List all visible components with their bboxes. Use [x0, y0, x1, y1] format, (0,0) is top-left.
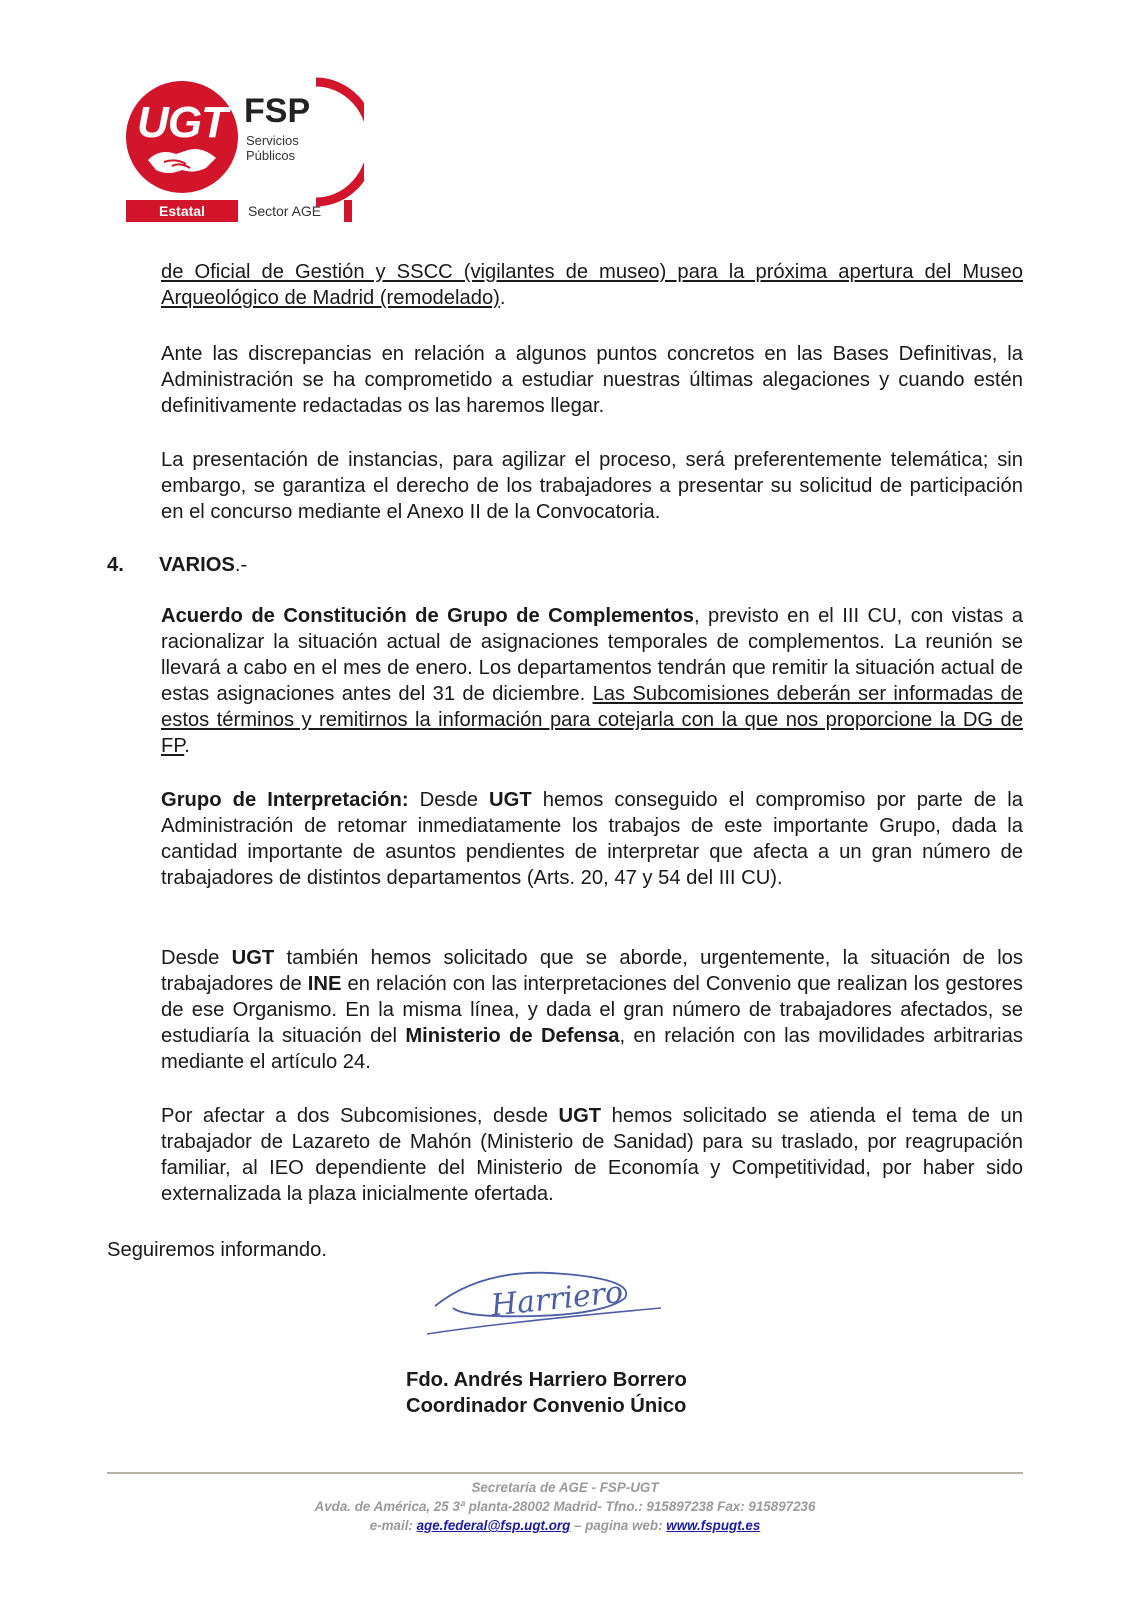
sector-age-label: Sector AGE [248, 203, 322, 219]
servicios-line1: Servicios [246, 133, 299, 148]
body-text: , previsto en el III CU, con vistas a racionalizar la situación actual de asignaciones temporales de complementos. La reunión se llevará a cabo en el mes de enero. Los departamentos tendrán que remitir la situación actual de estas asignaciones antes del 31 de diciembre. [161, 605, 1024, 705]
body-text: hemos conseguido el compromiso por parte de la Administración de retomar inmediatamente los trabajos de este importante Grupo, dada la cantidad importante de asuntos pendientes de interpretar que afecta a un gran número de trabajadores de distintos departamentos (Arts. 20, 47 y 54 del III CU). [161, 789, 1023, 889]
bold-ugt: UGT [231, 947, 275, 969]
handshake-icon [146, 140, 218, 176]
servicios-publicos-label [246, 133, 299, 163]
bold-term: Grupo de Interpretación: [161, 789, 409, 811]
web-label: – pagina web: [570, 1518, 667, 1533]
section-heading [107, 552, 247, 578]
closing-line: Seguiremos informando. [107, 1239, 327, 1261]
body-text: Desde [408, 789, 490, 811]
signer-block [406, 1367, 687, 1419]
signer-name: Fdo. Andrés Harriero Borrero [406, 1369, 687, 1391]
underlined-text: de Oficial de Gestión y SSCC (vigilantes de museo) para la próxima apertura del Museo Arqueológico de Madrid (remodelado) [161, 261, 1023, 309]
punctuation: . [499, 287, 506, 309]
ugt-wordmark: UGT [137, 98, 227, 147]
ugt-fsp-logo [122, 76, 362, 226]
bold-ugt: UGT [489, 789, 532, 811]
website-link[interactable]: www.fspugt.es [666, 1518, 761, 1533]
paragraph-ine [161, 945, 1023, 1075]
email-label: e-mail: [369, 1518, 417, 1533]
logo-arc-icon [312, 76, 364, 208]
logo-red-mark [344, 200, 352, 222]
body-text: Por afectar a dos Subcomisiones, desde [161, 1105, 559, 1127]
paragraph-museo [161, 259, 1023, 311]
bold-ugt: UGT [558, 1105, 602, 1127]
footer [107, 1478, 1023, 1535]
bold-ministerio: Ministerio de Defensa [405, 1025, 620, 1047]
signature-text: Harriero [489, 1274, 625, 1324]
punctuation: . [184, 735, 190, 757]
body-text: Desde [161, 947, 232, 969]
paragraph-discrepancias: Ante las discrepancias en relación a algunos puntos concretos en las Bases Definitivas, la Administración se ha comprometido a estudiar nuestras últimas alegaciones y cuando estén definitivamente redactadas os las haremos llegar. [161, 343, 1023, 417]
section-title-suffix: .- [234, 554, 248, 576]
section-number: 4. [107, 554, 124, 576]
paragraph-interpretacion [161, 787, 1023, 891]
bold-ine: INE [307, 973, 342, 995]
email-link[interactable]: age.federal@fsp.ugt.org [416, 1518, 571, 1533]
underlined-text: Las Subcomisiones deberán ser informadas de estos términos y remitirnos la información para cotejarla con la que nos proporcione la DG de FP [161, 683, 1023, 757]
body-text: también hemos solicitado que se aborde, urgentemente, la situación de los trabajadores de [161, 947, 1023, 995]
bold-term: Acuerdo de Constitución de Grupo de Complementos [161, 605, 694, 627]
footer-line1: Secretaría de AGE - FSP-UGT [471, 1480, 659, 1495]
fsp-wordmark: FSP [244, 92, 311, 130]
signature-image [425, 1262, 670, 1342]
section-title: VARIOS [159, 554, 235, 576]
body-text: , en relación con las movilidades arbitrarias mediante el artículo 24. [161, 1025, 1023, 1073]
footer-contact [107, 1516, 1023, 1535]
signer-title: Coordinador Convenio Único [406, 1395, 687, 1417]
body-text: hemos solicitado se atienda el tema de un trabajador de Lazareto de Mahón (Ministerio de Sanidad) para su traslado, por reagrupación familiar, al IEO dependiente del Ministerio de Economía y Competitividad, por haber sido externalizada la plaza inicialmente ofertada. [161, 1105, 1023, 1205]
footer-divider [107, 1472, 1023, 1474]
paragraph-lazareto [161, 1103, 1023, 1207]
paragraph-instancias: La presentación de instancias, para agilizar el proceso, será preferentemente telemática; sin embargo, se garantiza el derecho de los trabajadores a presentar su solicitud de participación en el concurso mediante el Anexo II de la Convocatoria. [161, 449, 1023, 523]
body-text: en relación con las interpretaciones del Convenio que realizan los gestores de ese Organismo. En la misma línea, y dada el gran número de trabajadores afectados, se estudiaría la situación del [161, 973, 1023, 1047]
paragraph-complementos [161, 603, 1023, 759]
estatal-bar: Estatal [126, 200, 238, 222]
footer-address: Avda. de América, 25 3ª planta-28002 Madrid- Tfno.: 915897238 Fax: 915897236 [314, 1499, 816, 1514]
servicios-line2: Públicos [246, 148, 296, 163]
